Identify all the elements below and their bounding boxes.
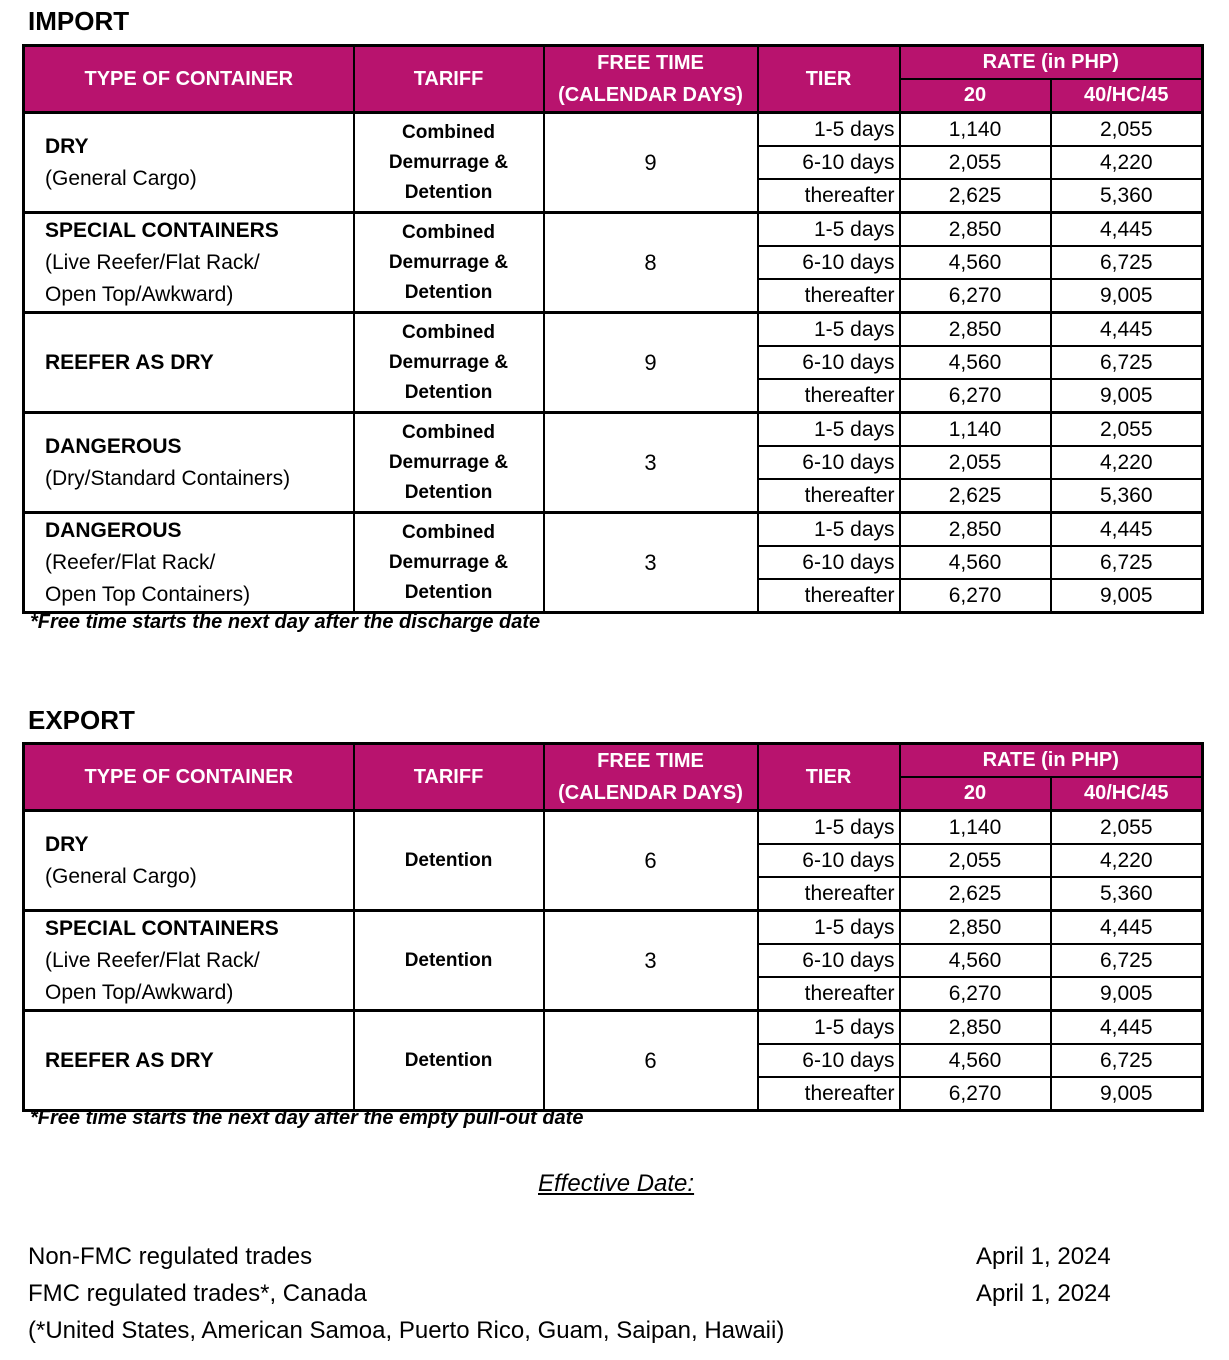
rate-40-cell: 4,220 <box>1051 446 1203 479</box>
tariff-line: Combined <box>402 421 495 443</box>
rate-40-cell: 4,220 <box>1051 146 1203 179</box>
export-rate-table <box>22 742 1204 1112</box>
container-type-detail: (Live Reefer/Flat Rack/ <box>45 250 260 274</box>
tariff-line: Detention <box>404 949 493 971</box>
tier-cell: 6-10 days <box>758 246 900 279</box>
rate-40-cell: 2,055 <box>1051 413 1203 447</box>
tier-cell: 1-5 days <box>758 113 900 147</box>
tariff-line: Detention <box>404 281 493 303</box>
container-type-name: SPECIAL CONTAINERS <box>45 916 279 940</box>
rate-40-cell: 4,445 <box>1051 513 1203 547</box>
tier-cell: 1-5 days <box>758 313 900 347</box>
table-row <box>24 413 1203 447</box>
tariff-line: Detention <box>404 1049 493 1071</box>
rate-20-cell: 2,850 <box>900 1011 1051 1045</box>
trade-name-fmc: FMC regulated trades*, Canada <box>28 1280 367 1307</box>
tier-cell: 1-5 days <box>758 911 900 945</box>
rate-40-cell: 9,005 <box>1051 379 1203 413</box>
container-group <box>24 313 1203 413</box>
fmc-trade-note: (*United States, American Samoa, Puerto Rico, Guam, Saipan, Hawaii) <box>28 1317 785 1344</box>
rate-40-cell: 6,725 <box>1051 346 1203 379</box>
container-type-name: REEFER AS DRY <box>45 350 214 374</box>
container-type-name: DANGEROUS <box>45 434 182 458</box>
container-type-cell <box>24 413 354 513</box>
trade-name-non-fmc: Non-FMC regulated trades <box>28 1243 313 1270</box>
rate-40-cell: 6,725 <box>1051 1044 1203 1077</box>
export-footnote: *Free time starts the next day after the empty pull-out date <box>30 1107 584 1129</box>
rate-40-cell: 4,445 <box>1051 911 1203 945</box>
tier-cell: thereafter <box>758 379 900 413</box>
tariff-line: Combined <box>402 321 495 343</box>
header-free-time-line1: FREE TIME <box>597 52 704 74</box>
container-type-detail: Open Top/Awkward) <box>45 282 234 306</box>
container-type-cell <box>24 811 354 911</box>
header-free-time-line1: FREE TIME <box>597 750 704 772</box>
table-row <box>24 213 1203 247</box>
rate-20-cell: 2,055 <box>900 844 1051 877</box>
rate-40-cell: 6,725 <box>1051 546 1203 579</box>
tariff-cell <box>354 811 544 911</box>
header-tier: TIER <box>758 744 900 811</box>
tier-cell: thereafter <box>758 877 900 911</box>
tier-cell: 6-10 days <box>758 146 900 179</box>
container-type-name: DRY <box>45 832 89 856</box>
header-rate: RATE (in PHP) <box>900 46 1203 80</box>
tariff-line: Detention <box>404 581 493 603</box>
tariff-cell <box>354 513 544 613</box>
header-free-time-line2: (CALENDAR DAYS) <box>558 782 743 804</box>
rate-40-cell: 9,005 <box>1051 279 1203 313</box>
tier-cell: 1-5 days <box>758 413 900 447</box>
tier-cell: thereafter <box>758 1077 900 1111</box>
container-group <box>24 513 1203 613</box>
tier-cell: 6-10 days <box>758 346 900 379</box>
tariff-line: Detention <box>404 381 493 403</box>
rate-40-cell: 5,360 <box>1051 179 1203 213</box>
rate-20-cell: 6,270 <box>900 1077 1051 1111</box>
tariff-line: Detention <box>404 181 493 203</box>
tier-cell: thereafter <box>758 479 900 513</box>
free-time-value: 3 <box>544 513 758 613</box>
tariff-line: Detention <box>404 481 493 503</box>
rate-40-cell: 4,445 <box>1051 313 1203 347</box>
container-type-cell <box>24 213 354 313</box>
tier-cell: 6-10 days <box>758 546 900 579</box>
container-group <box>24 1011 1203 1111</box>
free-time-value: 9 <box>544 113 758 213</box>
rate-20-cell: 2,625 <box>900 877 1051 911</box>
tariff-line: Demurrage & <box>388 551 509 573</box>
rate-20-cell: 2,850 <box>900 911 1051 945</box>
rate-40-cell: 6,725 <box>1051 944 1203 977</box>
rate-40-cell: 9,005 <box>1051 977 1203 1011</box>
table-row <box>24 313 1203 347</box>
container-type-cell <box>24 113 354 213</box>
rate-20-cell: 4,560 <box>900 546 1051 579</box>
tariff-line: Demurrage & <box>388 351 509 373</box>
rate-40-cell: 9,005 <box>1051 1077 1203 1111</box>
container-group <box>24 213 1203 313</box>
rate-20-cell: 1,140 <box>900 413 1051 447</box>
tier-cell: 1-5 days <box>758 513 900 547</box>
tier-cell: 6-10 days <box>758 944 900 977</box>
rate-40-cell: 6,725 <box>1051 246 1203 279</box>
rate-40-cell: 9,005 <box>1051 579 1203 613</box>
rate-20-cell: 2,625 <box>900 479 1051 513</box>
header-tariff: TARIFF <box>354 46 544 113</box>
rate-20-cell: 4,560 <box>900 246 1051 279</box>
container-type-name: DRY <box>45 134 89 158</box>
free-time-value: 6 <box>544 1011 758 1111</box>
container-type-detail: (Live Reefer/Flat Rack/ <box>45 948 260 972</box>
table-row <box>24 1011 1203 1045</box>
rate-20-cell: 2,850 <box>900 213 1051 247</box>
tier-cell: 6-10 days <box>758 844 900 877</box>
header-type-of-container: TYPE OF CONTAINER <box>24 744 354 811</box>
tariff-line: Demurrage & <box>388 451 509 473</box>
header-rate-20: 20 <box>900 777 1051 811</box>
trade-date-fmc: April 1, 2024 <box>976 1280 1111 1307</box>
container-type-detail: Open Top/Awkward) <box>45 980 234 1004</box>
header-rate-40: 40/HC/45 <box>1051 777 1203 811</box>
rate-20-cell: 2,625 <box>900 179 1051 213</box>
rate-20-cell: 2,055 <box>900 146 1051 179</box>
tariff-line: Demurrage & <box>388 151 509 173</box>
container-type-detail: (General Cargo) <box>45 864 197 888</box>
tariff-line: Demurrage & <box>388 251 509 273</box>
rate-20-cell: 2,850 <box>900 513 1051 547</box>
rate-40-cell: 2,055 <box>1051 113 1203 147</box>
rate-40-cell: 4,220 <box>1051 844 1203 877</box>
tariff-line: Combined <box>402 121 495 143</box>
container-group <box>24 413 1203 513</box>
tariff-cell <box>354 313 544 413</box>
rate-40-cell: 2,055 <box>1051 811 1203 845</box>
tier-cell: 1-5 days <box>758 811 900 845</box>
trade-date-non-fmc: April 1, 2024 <box>976 1243 1111 1270</box>
free-time-value: 9 <box>544 313 758 413</box>
table-row <box>24 811 1203 845</box>
tier-cell: thereafter <box>758 579 900 613</box>
rate-20-cell: 4,560 <box>900 1044 1051 1077</box>
tier-cell: thereafter <box>758 179 900 213</box>
rate-20-cell: 2,850 <box>900 313 1051 347</box>
container-type-detail: Open Top Containers) <box>45 582 251 606</box>
header-free-time-line2: (CALENDAR DAYS) <box>558 84 743 106</box>
tier-cell: 1-5 days <box>758 213 900 247</box>
free-time-value: 8 <box>544 213 758 313</box>
rate-40-cell: 4,445 <box>1051 213 1203 247</box>
container-group <box>24 811 1203 911</box>
container-type-name: SPECIAL CONTAINERS <box>45 218 279 242</box>
tariff-cell <box>354 413 544 513</box>
rate-20-cell: 6,270 <box>900 977 1051 1011</box>
rate-20-cell: 4,560 <box>900 346 1051 379</box>
tariff-line: Detention <box>404 849 493 871</box>
container-type-cell <box>24 313 354 413</box>
rate-20-cell: 6,270 <box>900 379 1051 413</box>
rate-20-cell: 4,560 <box>900 944 1051 977</box>
free-time-value: 3 <box>544 413 758 513</box>
header-rate-20: 20 <box>900 79 1051 113</box>
table-row <box>24 911 1203 945</box>
import-rate-table <box>22 44 1204 614</box>
import-title: IMPORT <box>28 6 130 36</box>
container-type-name: DANGEROUS <box>45 518 182 542</box>
tier-cell: thereafter <box>758 977 900 1011</box>
rate-40-cell: 5,360 <box>1051 877 1203 911</box>
tariff-cell <box>354 1011 544 1111</box>
rate-20-cell: 2,055 <box>900 446 1051 479</box>
tier-cell: thereafter <box>758 279 900 313</box>
container-type-cell <box>24 513 354 613</box>
header-tariff: TARIFF <box>354 744 544 811</box>
container-type-detail: (Dry/Standard Containers) <box>45 466 291 490</box>
free-time-value: 6 <box>544 811 758 911</box>
export-title: EXPORT <box>28 705 135 735</box>
tariff-line: Combined <box>402 221 495 243</box>
header-rate: RATE (in PHP) <box>900 744 1203 778</box>
tariff-cell <box>354 213 544 313</box>
container-type-cell <box>24 1011 354 1111</box>
rate-20-cell: 1,140 <box>900 811 1051 845</box>
header-type-of-container: TYPE OF CONTAINER <box>24 46 354 113</box>
tier-cell: 1-5 days <box>758 1011 900 1045</box>
tariff-cell <box>354 911 544 1011</box>
container-group <box>24 911 1203 1011</box>
rate-40-cell: 5,360 <box>1051 479 1203 513</box>
effective-date-label: Effective Date: <box>538 1170 695 1197</box>
tariff-line: Combined <box>402 521 495 543</box>
tariff-cell <box>354 113 544 213</box>
rate-40-cell: 4,445 <box>1051 1011 1203 1045</box>
rate-20-cell: 1,140 <box>900 113 1051 147</box>
container-group <box>24 113 1203 213</box>
rate-20-cell: 6,270 <box>900 279 1051 313</box>
table-row <box>24 513 1203 547</box>
container-type-detail: (Reefer/Flat Rack/ <box>45 550 216 574</box>
container-type-detail: (General Cargo) <box>45 166 197 190</box>
container-type-cell <box>24 911 354 1011</box>
container-type-name: REEFER AS DRY <box>45 1048 214 1072</box>
import-footnote: *Free time starts the next day after the discharge date <box>30 611 541 633</box>
rate-20-cell: 6,270 <box>900 579 1051 613</box>
header-free-time <box>544 46 758 113</box>
tier-cell: 6-10 days <box>758 446 900 479</box>
header-rate-40: 40/HC/45 <box>1051 79 1203 113</box>
free-time-value: 3 <box>544 911 758 1011</box>
tier-cell: 6-10 days <box>758 1044 900 1077</box>
table-row <box>24 113 1203 147</box>
header-free-time <box>544 744 758 811</box>
header-tier: TIER <box>758 46 900 113</box>
